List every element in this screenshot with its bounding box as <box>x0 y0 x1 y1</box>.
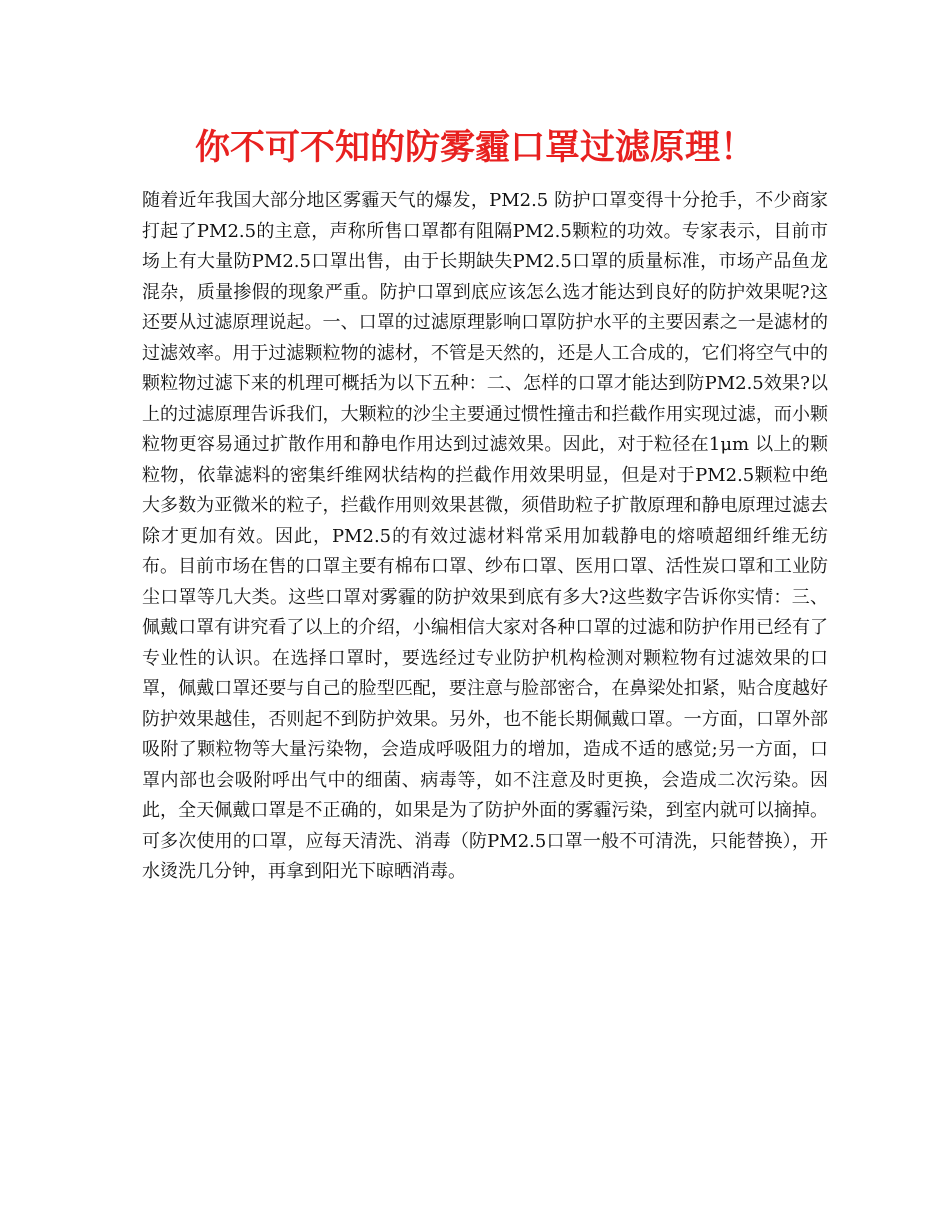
document-body-paragraph: 随着近年我国大部分地区雾霾天气的爆发，PM2.5 防护口罩变得十分抢手，不少商家打起了PM2.5的主意，声称所售口罩都有阻隔PM2.5颗粒的功效。专家表示，目前市场上有大量防PM2.5口罩出售，由于长期缺失PM2.5口罩的质量标准，市场产品鱼龙混杂，质量掺假的现象严重。防护口罩到底应该怎么选才能达到良好的防护效果呢?这还要从过滤原理说起。一、口罩的过滤原理影响口罩防护水平的主要因素之一是滤材的过滤效率。用于过滤颗粒物的滤材，不管是天然的，还是人工合成的，它们将空气中的颗粒物过滤下来的机理可概括为以下五种：二、怎样的口罩才能达到防PM2.5效果?以上的过滤原理告诉我们，大颗粒的沙尘主要通过惯性撞击和拦截作用实现过滤，而小颗粒物更容易通过扩散作用和静电作用达到过滤效果。因此，对于粒径在1μm 以上的颗粒物，依靠滤料的密集纤维网状结构的拦截作用效果明显，但是对于PM2.5颗粒中绝大多数为亚微米的粒子，拦截作用则效果甚微，须借助粒子扩散原理和静电原理过滤去除才更加有效。因此，PM2.5的有效过滤材料常采用加载静电的熔喷超细纤维无纺布。目前市场在售的口罩主要有棉布口罩、纱布口罩、医用口罩、活性炭口罩和工业防尘口罩等几大类。这些口罩对雾霾的防护效果到底有多大?这些数字告诉你实情：三、佩戴口罩有讲究看了以上的介绍，小编相信大家对各种口罩的过滤和防护作用已经有了专业性的认识。在选择口罩时，要选经过专业防护机构检测对颗粒物有过滤效果的口罩，佩戴口罩还要与自己的脸型匹配，要注意与脸部密合，在鼻梁处扣紧，贴合度越好防护效果越佳，否则起不到防护效果。另外，也不能长期佩戴口罩。一方面，口罩外部吸附了颗粒物等大量污染物，会造成呼吸阻力的增加，造成不适的感觉;另一方面，口罩内部也会吸附呼出气中的细菌、病毒等，如不注意及时更换，会造成二次污染。因此，全天佩戴口罩是不正确的，如果是为了防护外面的雾霾污染，到室内就可以摘掉。可多次使用的口罩，应每天清洗、消毒（防PM2.5口罩一般不可清洗，只能替换），开水烫洗几分钟，再拿到阳光下晾晒消毒。 <box>142 190 828 882</box>
document-title: 你不可不知的防雾霾口罩过滤原理！ <box>194 127 755 168</box>
